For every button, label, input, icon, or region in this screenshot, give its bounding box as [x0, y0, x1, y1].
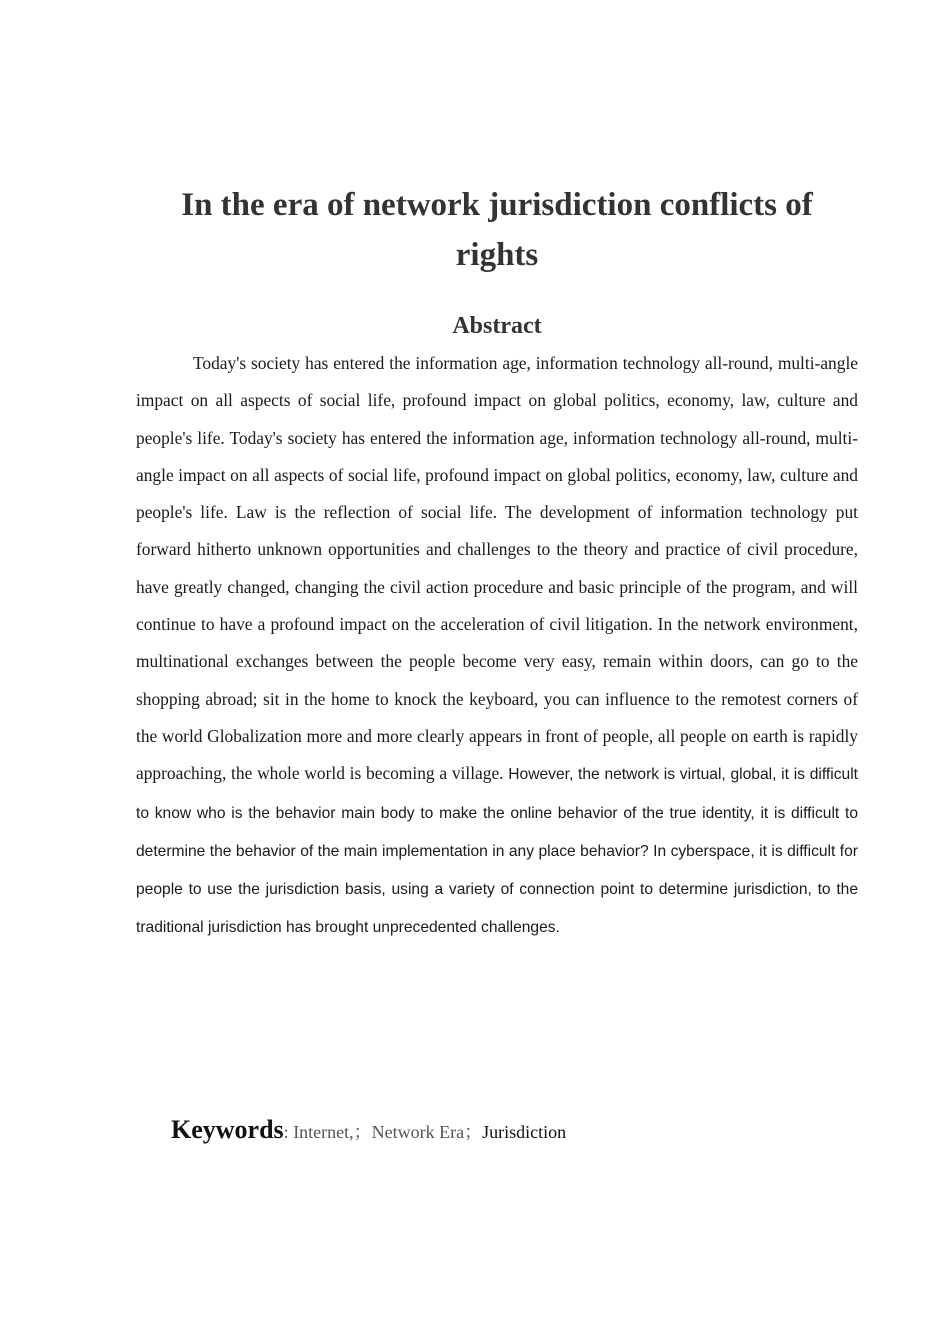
page-title: In the era of network jurisdiction conflicts of rights [181, 187, 813, 273]
abstract-heading: Abstract [452, 313, 542, 339]
keywords-colon: : [283, 1122, 294, 1142]
abstract-text-serif: Today's society has entered the information age, information technology all-round, multi-angle impact on all aspects of social life, profound impact on global politics, economy, law, culture and people's life. Today's society has entered the information age, information technology all-round, multi-angle impact on all aspects of social life, profound impact on global politics, economy, law, culture and people's life. Law is the reflection of social life. The development of information technology put forward hitherto unknown opportunities and challenges to the theory and practice of civil procedure, have greatly changed, changing the civil action procedure and basic principle of the program, and will continue to have a profound impact on the acceleration of civil litigation. In the network environment, multinational exchanges between the people become very easy, remain within doors, can go to the shopping abroad; sit in the home to knock the keyboard, you can influence to the remotest corners of the world Globalization more and more clearly appears in front of people, all people on earth is rapidly approaching, the whole world is becoming a village. [136, 353, 858, 784]
abstract-text-sans: However, the network is virtual, global, it is difficult to know who is the behavior main body to make the online behavior of the true identity, it is difficult to determine the behavior of the main implementation in any place behavior? In cyberspace, it is difficult for people to use the jurisdiction basis, using a variety of connection point to determine jurisdiction, to the traditional jurisdiction has brought unprecedented challenges. [136, 766, 858, 937]
keywords-label: Keywords [171, 1115, 284, 1144]
keywords-line [171, 1110, 851, 1154]
keywords-list-grey: Internet,；Network Era； [293, 1122, 483, 1142]
abstract-paragraph [136, 345, 858, 947]
keywords-list-dark: Jurisdiction [482, 1122, 567, 1142]
